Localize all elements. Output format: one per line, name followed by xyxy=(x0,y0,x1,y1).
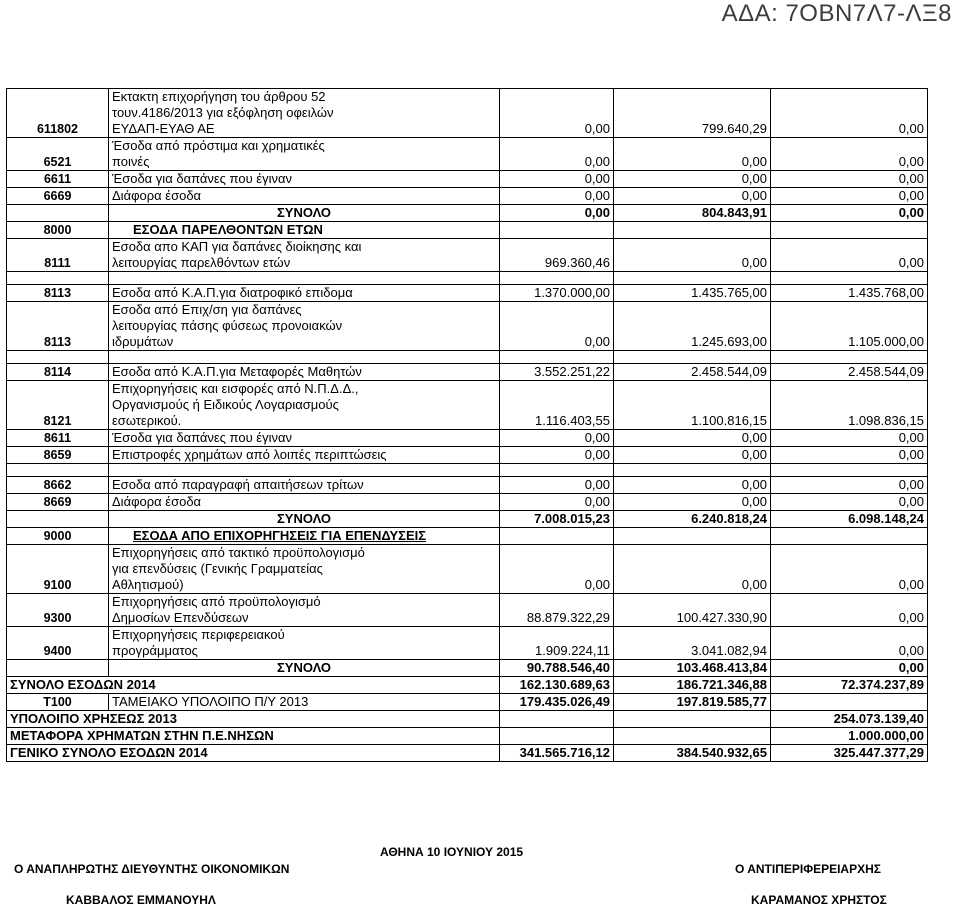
account-code: 8111 xyxy=(7,239,109,272)
amount-v1 xyxy=(500,528,614,545)
amount-v2: 0,00 xyxy=(614,430,771,447)
account-code: 9100 xyxy=(7,545,109,594)
account-code: 8121 xyxy=(7,381,109,430)
account-description xyxy=(109,447,500,464)
amount-v3: 0,00 xyxy=(771,594,928,627)
amount-v2: 2.458.544,09 xyxy=(614,364,771,381)
summary-description: ΤΑΜΕΙΑΚΟ ΥΠΟΛΟΙΠΟ Π/Υ 2013 xyxy=(109,694,500,711)
description-line: ΕΣΟΔΑ ΑΠΟ ΕΠΙΧΟΡΗΓΗΣΕΙΣ ΓΙΑ ΕΠΕΝΔΥΣΕΙΣ xyxy=(133,528,427,543)
spacer-cell xyxy=(500,464,614,477)
account-code: 8114 xyxy=(7,364,109,381)
amount-v1: 0,00 xyxy=(500,302,614,351)
summary-row xyxy=(7,745,928,762)
account-description xyxy=(109,302,500,351)
spacer-row xyxy=(7,272,928,285)
description-line: Εσοδα απο ΚΑΠ για δαπάνες διοίκησης και xyxy=(112,239,362,254)
summary-amount-v1 xyxy=(500,728,614,745)
spacer-cell xyxy=(109,464,500,477)
amount-v2: 0,00 xyxy=(614,447,771,464)
summary-code: Τ100 xyxy=(7,694,109,711)
amount-v2: 804.843,91 xyxy=(614,205,771,222)
summary-label: ΜΕΤΑΦΟΡΑ ΧΡΗΜΑΤΩΝ ΣΤΗΝ Π.Ε.ΝΗΣΩΝ xyxy=(7,728,500,745)
table-row xyxy=(7,447,928,464)
description-line: Εσοδα από Επιχ/ση για δαπάνες xyxy=(112,302,302,317)
summary-amount-v1: 179.435.026,49 xyxy=(500,694,614,711)
description-line: εσωτερικού. xyxy=(112,413,182,428)
summary-row xyxy=(7,728,928,745)
account-code: 6521 xyxy=(7,138,109,171)
spacer-cell xyxy=(500,272,614,285)
amount-v1: 0,00 xyxy=(500,494,614,511)
amount-v1: 1.370.000,00 xyxy=(500,285,614,302)
description-line: Εσοδα από παραγραφή απαιτήσεων τρίτων xyxy=(112,477,364,492)
account-code: 6611 xyxy=(7,171,109,188)
account-description xyxy=(109,430,500,447)
account-code: 9000 xyxy=(7,528,109,545)
description-line: ΕΣΟΔΑ ΠΑΡΕΛΘΟΝΤΩΝ ΕΤΩΝ xyxy=(133,222,323,237)
description-line: ΣΥΝΟΛΟ xyxy=(276,660,332,675)
summary-amount-v3: 325.447.377,29 xyxy=(771,745,928,762)
account-description xyxy=(109,138,500,171)
table-row xyxy=(7,545,928,594)
account-code: 6669 xyxy=(7,188,109,205)
description-line: λειτουργίας πάσης φύσεως προνοιακών xyxy=(112,318,343,333)
amount-v3 xyxy=(771,222,928,239)
amount-v1: 0,00 xyxy=(500,89,614,138)
table-row xyxy=(7,494,928,511)
table-row xyxy=(7,285,928,302)
amount-v1: 88.879.322,29 xyxy=(500,594,614,627)
account-code xyxy=(7,660,109,677)
table-row xyxy=(7,477,928,494)
amount-v3: 0,00 xyxy=(771,239,928,272)
description-line: Επιχορηγήσεις και εισφορές από Ν.Π.Δ.Δ., xyxy=(112,381,359,396)
description-line: Αθλητισμού) xyxy=(112,577,184,592)
footer-left-name: ΚΑΒΒΑΛΟΣ ΕΜΜΑΝΟΥΗΛ xyxy=(66,893,216,907)
account-description xyxy=(109,381,500,430)
account-description xyxy=(109,205,500,222)
account-code: 9400 xyxy=(7,627,109,660)
description-line: Έσοδα για δαπάνες που έγιναν xyxy=(112,171,292,186)
spacer-cell xyxy=(771,464,928,477)
amount-v2: 0,00 xyxy=(614,138,771,171)
summary-row xyxy=(7,711,928,728)
summary-label: ΥΠΟΛΟΙΠΟ ΧΡΗΣΕΩΣ 2013 xyxy=(7,711,500,728)
amount-v2 xyxy=(614,222,771,239)
account-code: 8000 xyxy=(7,222,109,239)
amount-v1: 1.909.224,11 xyxy=(500,627,614,660)
table-row xyxy=(7,430,928,447)
spacer-cell xyxy=(500,351,614,364)
amount-v3: 0,00 xyxy=(771,447,928,464)
table-row xyxy=(7,364,928,381)
amount-v1: 0,00 xyxy=(500,171,614,188)
spacer-cell xyxy=(771,351,928,364)
amount-v3: 0,00 xyxy=(771,494,928,511)
table-row xyxy=(7,171,928,188)
summary-amount-v1: 341.565.716,12 xyxy=(500,745,614,762)
amount-v1: 969.360,46 xyxy=(500,239,614,272)
description-line: Διάφορα έσοδα xyxy=(112,494,202,509)
account-description xyxy=(109,627,500,660)
description-line: Επιχορηγήσεις περιφερειακού xyxy=(112,627,285,642)
description-line: Εκτακτη επιχορήγηση του άρθρου 52 xyxy=(112,89,326,104)
amount-v3: 0,00 xyxy=(771,545,928,594)
amount-v2: 799.640,29 xyxy=(614,89,771,138)
account-description xyxy=(109,477,500,494)
table-row xyxy=(7,528,928,545)
amount-v2: 3.041.082,94 xyxy=(614,627,771,660)
account-code: 8113 xyxy=(7,285,109,302)
description-line: Δημοσίων Επενδύσεων xyxy=(112,610,249,625)
account-code: 611802 xyxy=(7,89,109,138)
table-row xyxy=(7,511,928,528)
account-code: 8611 xyxy=(7,430,109,447)
account-code xyxy=(7,511,109,528)
spacer-cell xyxy=(771,272,928,285)
account-code: 9300 xyxy=(7,594,109,627)
description-line: Έσοδα από πρόστιμα και χρηματικές xyxy=(112,138,325,153)
summary-amount-v2: 197.819.585,77 xyxy=(614,694,771,711)
description-line: λειτουργίας παρελθόντων ετών xyxy=(112,255,291,270)
table-row xyxy=(7,381,928,430)
account-code: 8669 xyxy=(7,494,109,511)
amount-v3: 0,00 xyxy=(771,430,928,447)
account-description xyxy=(109,528,500,545)
description-line: για επενδύσεις (Γενικής Γραμματείας xyxy=(112,561,323,576)
account-code xyxy=(7,205,109,222)
account-description xyxy=(109,494,500,511)
summary-amount-v2 xyxy=(614,728,771,745)
amount-v1: 1.116.403,55 xyxy=(500,381,614,430)
table-row xyxy=(7,594,928,627)
amount-v1: 7.008.015,23 xyxy=(500,511,614,528)
table-row xyxy=(7,660,928,677)
summary-amount-v2 xyxy=(614,711,771,728)
spacer-cell xyxy=(7,464,109,477)
amount-v2: 0,00 xyxy=(614,477,771,494)
amount-v2: 0,00 xyxy=(614,239,771,272)
table-row xyxy=(7,138,928,171)
spacer-cell xyxy=(109,351,500,364)
amount-v2 xyxy=(614,528,771,545)
description-line: Επιστροφές χρημάτων από λοιπές περιπτώσεις xyxy=(112,447,387,462)
summary-row xyxy=(7,694,928,711)
amount-v2: 6.240.818,24 xyxy=(614,511,771,528)
amount-v1: 0,00 xyxy=(500,430,614,447)
amount-v2: 0,00 xyxy=(614,545,771,594)
footer-right-title: Ο ΑΝΤΙΠΕΡΙΦΕΡΕΙΑΡΧΗΣ xyxy=(735,862,881,876)
description-line: τουν.4186/2013 για εξόφληση οφειλών xyxy=(112,105,334,120)
amount-v3: 6.098.148,24 xyxy=(771,511,928,528)
amount-v3: 2.458.544,09 xyxy=(771,364,928,381)
ada-stamp: ΑΔΑ: 7ΟΒΝ7Λ7-ΛΞ8 xyxy=(721,0,952,27)
amount-v1: 0,00 xyxy=(500,205,614,222)
revenue-table xyxy=(6,88,928,762)
summary-amount-v3: 1.000.000,00 xyxy=(771,728,928,745)
spacer-cell xyxy=(109,272,500,285)
amount-v2: 1.435.765,00 xyxy=(614,285,771,302)
table-row xyxy=(7,302,928,351)
summary-amount-v2: 186.721.346,88 xyxy=(614,677,771,694)
description-line: ΣΥΝΟΛΟ xyxy=(276,205,332,220)
description-line: ιδρυμάτων xyxy=(112,334,174,349)
summary-label: ΓΕΝΙΚΟ ΣΥΝΟΛΟ ΕΣΟΔΩΝ 2014 xyxy=(7,745,500,762)
summary-amount-v3: 254.073.139,40 xyxy=(771,711,928,728)
amount-v2: 1.245.693,00 xyxy=(614,302,771,351)
revenue-table-body xyxy=(7,89,928,762)
summary-amount-v3 xyxy=(771,694,928,711)
description-line: Οργανισμούς ή Ειδικούς Λογαριασμούς xyxy=(112,397,339,412)
spacer-cell xyxy=(7,351,109,364)
spacer-cell xyxy=(614,351,771,364)
account-code: 8113 xyxy=(7,302,109,351)
spacer-cell xyxy=(7,272,109,285)
amount-v3: 0,00 xyxy=(771,660,928,677)
amount-v1: 0,00 xyxy=(500,138,614,171)
amount-v1: 90.788.546,40 xyxy=(500,660,614,677)
account-description xyxy=(109,188,500,205)
account-description xyxy=(109,364,500,381)
amount-v3: 0,00 xyxy=(771,627,928,660)
amount-v1: 0,00 xyxy=(500,477,614,494)
account-description xyxy=(109,222,500,239)
amount-v2: 103.468.413,84 xyxy=(614,660,771,677)
amount-v3: 0,00 xyxy=(771,138,928,171)
footer-right-name: ΚΑΡΑΜΑΝΟΣ ΧΡΗΣΤΟΣ xyxy=(751,893,887,907)
summary-row xyxy=(7,677,928,694)
account-description xyxy=(109,285,500,302)
footer-left-title: Ο ΑΝΑΠΛΗΡΩΤΗΣ ΔΙΕΥΘΥΝΤΗΣ ΟΙΚΟΝΟΜΙΚΩΝ xyxy=(14,862,290,876)
spacer-row xyxy=(7,351,928,364)
table-row xyxy=(7,222,928,239)
summary-amount-v3: 72.374.237,89 xyxy=(771,677,928,694)
amount-v2: 100.427.330,90 xyxy=(614,594,771,627)
account-description xyxy=(109,660,500,677)
account-description xyxy=(109,89,500,138)
amount-v1: 0,00 xyxy=(500,447,614,464)
amount-v3: 1.098.836,15 xyxy=(771,381,928,430)
amount-v2: 1.100.816,15 xyxy=(614,381,771,430)
spacer-cell xyxy=(614,272,771,285)
description-line: ποινές xyxy=(112,154,150,169)
footer-place-date: ΑΘΗΝΑ 10 ΙΟΥΝΙΟΥ 2015 xyxy=(380,845,524,859)
amount-v3 xyxy=(771,528,928,545)
account-description xyxy=(109,594,500,627)
amount-v1: 0,00 xyxy=(500,545,614,594)
amount-v1: 3.552.251,22 xyxy=(500,364,614,381)
amount-v3: 0,00 xyxy=(771,171,928,188)
amount-v3: 0,00 xyxy=(771,205,928,222)
amount-v3: 0,00 xyxy=(771,89,928,138)
amount-v2: 0,00 xyxy=(614,171,771,188)
description-line: Έσοδα για δαπάνες που έγιναν xyxy=(112,430,292,445)
account-description xyxy=(109,511,500,528)
amount-v1 xyxy=(500,222,614,239)
description-line: Εσοδα από Κ.Α.Π.για Μεταφορές Μαθητών xyxy=(112,364,362,379)
table-row xyxy=(7,89,928,138)
amount-v3: 1.435.768,00 xyxy=(771,285,928,302)
account-description xyxy=(109,171,500,188)
amount-v3: 1.105.000,00 xyxy=(771,302,928,351)
table-row xyxy=(7,188,928,205)
summary-amount-v1: 162.130.689,63 xyxy=(500,677,614,694)
amount-v2: 0,00 xyxy=(614,494,771,511)
amount-v1: 0,00 xyxy=(500,188,614,205)
amount-v2: 0,00 xyxy=(614,188,771,205)
description-line: ΕΥΔΑΠ-ΕΥΑΘ ΑΕ xyxy=(112,121,215,136)
account-code: 8662 xyxy=(7,477,109,494)
description-line: ΣΥΝΟΛΟ xyxy=(276,511,332,526)
spacer-row xyxy=(7,464,928,477)
account-description xyxy=(109,545,500,594)
amount-v3: 0,00 xyxy=(771,188,928,205)
account-code: 8659 xyxy=(7,447,109,464)
description-line: Διάφορα έσοδα xyxy=(112,188,202,203)
table-row xyxy=(7,205,928,222)
description-line: Επιχορηγήσεις από προϋπολογισμό xyxy=(112,594,321,609)
summary-amount-v2: 384.540.932,65 xyxy=(614,745,771,762)
spacer-cell xyxy=(614,464,771,477)
amount-v3: 0,00 xyxy=(771,477,928,494)
account-description xyxy=(109,239,500,272)
description-line: Εσοδα από Κ.Α.Π.για διατροφικό επιδομα xyxy=(112,285,353,300)
description-line: Επιχορηγήσεις από τακτικό προϋπολογισμό xyxy=(112,545,365,560)
description-line: προγράμματος xyxy=(112,643,198,658)
table-row xyxy=(7,627,928,660)
summary-amount-v1 xyxy=(500,711,614,728)
summary-label: ΣΥΝΟΛΟ ΕΣΟΔΩΝ 2014 xyxy=(7,677,500,694)
table-row xyxy=(7,239,928,272)
